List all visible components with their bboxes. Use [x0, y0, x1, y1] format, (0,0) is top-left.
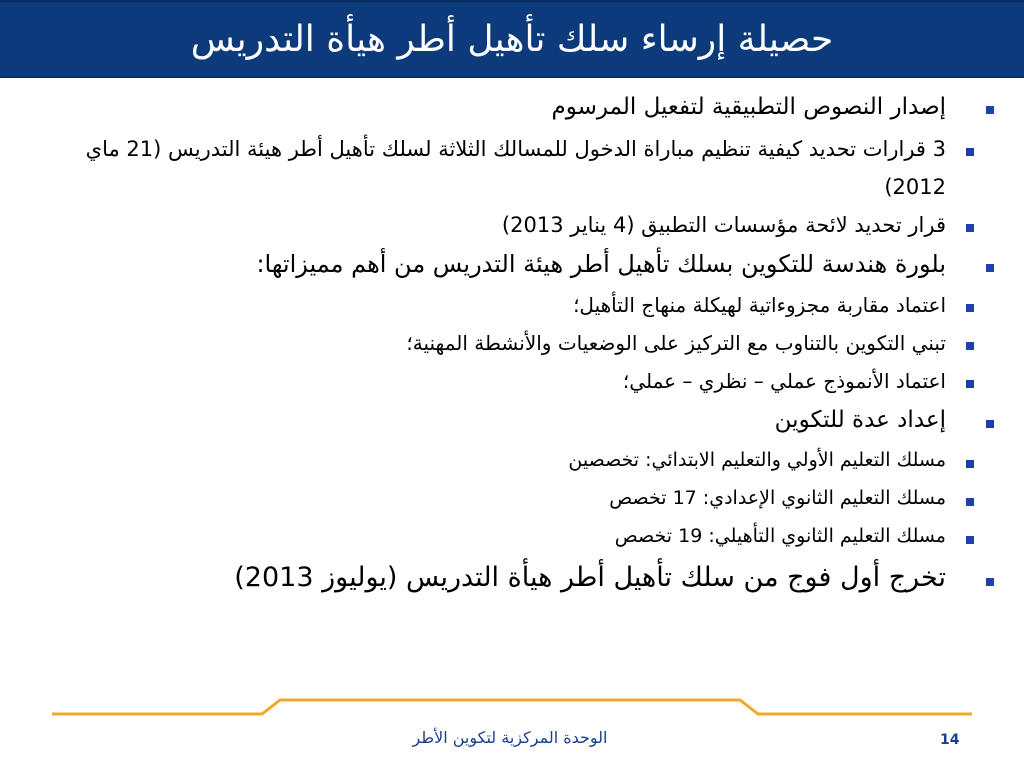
- sub-item-high-school-track: [40, 522, 994, 550]
- bullet-text: تبني التكوين بالتناوب مع التركيز على الوضعيات والأنشطة المهنية؛: [406, 331, 946, 355]
- bullet-text: إصدار النصوص التطبيقية لتفعيل المرسوم: [551, 94, 946, 120]
- footer-divider: [0, 690, 1024, 720]
- bullet-text: 3 قرارات تحديد كيفية تنظيم مباراة الدخول للمسالك الثلاثة لسلك تأهيل أطر هيئة التدريس (21 ماي 2012): [85, 137, 946, 199]
- sub-item-middle-school-track: [40, 484, 994, 512]
- bullet-text: إعداد عدة للتكوين: [774, 407, 946, 433]
- title-bar: [0, 0, 1024, 78]
- slide-content: [40, 92, 994, 596]
- bullet-text: قرار تحديد لائحة مؤسسات التطبيق (4 يناير 2013): [501, 213, 946, 237]
- square-bullet-icon: [966, 536, 974, 544]
- square-bullet-icon: [986, 578, 994, 586]
- bullet-text: بلورة هندسة للتكوين بسلك تأهيل أطر هيئة التدريس من أهم مميزاتها:: [256, 250, 946, 278]
- bullet-text: اعتماد الأنموذج عملي – نظري – عملي؛: [622, 369, 946, 393]
- sub-item-application-institutions: [40, 210, 994, 240]
- sub-item-practice-theory-model: [40, 366, 994, 396]
- slide-title: حصيلة إرساء سلك تأهيل أطر هيأة التدريس: [190, 19, 834, 60]
- bullet-text: مسلك التعليم الأولي والتعليم الابتدائي: تخصصين: [568, 449, 946, 471]
- bullet-text: مسلك التعليم الثانوي الإعدادي: 17 تخصص: [609, 487, 946, 509]
- sub-item-modular-approach: [40, 290, 994, 320]
- bullet-item-training-kit: [40, 404, 994, 436]
- page-number: 14: [940, 732, 960, 748]
- bullet-item-training-engineering: [40, 248, 994, 280]
- sub-item-entrance-exam-decisions: [40, 130, 994, 206]
- square-bullet-icon: [986, 264, 994, 272]
- square-bullet-icon: [966, 460, 974, 468]
- square-bullet-icon: [966, 380, 974, 388]
- footer-organization: الوحدة المركزية لتكوين الأطر: [412, 728, 608, 747]
- square-bullet-icon: [966, 342, 974, 350]
- bullet-item-first-graduation: [40, 560, 994, 596]
- bullet-text: اعتماد مقاربة مجزوءاتية لهيكلة منهاج التأهيل؛: [573, 293, 946, 317]
- sub-item-alternating-training: [40, 328, 994, 358]
- square-bullet-icon: [986, 420, 994, 428]
- sub-item-primary-track: [40, 446, 994, 474]
- square-bullet-icon: [986, 106, 994, 114]
- bullet-item-decree-texts: [40, 92, 994, 122]
- bullet-text: تخرج أول فوج من سلك تأهيل أطر هيأة التدريس (يوليوز 2013): [234, 562, 946, 593]
- square-bullet-icon: [966, 148, 974, 156]
- bullet-text: مسلك التعليم الثانوي التأهيلي: 19 تخصص: [614, 525, 946, 547]
- square-bullet-icon: [966, 304, 974, 312]
- square-bullet-icon: [966, 498, 974, 506]
- square-bullet-icon: [966, 224, 974, 232]
